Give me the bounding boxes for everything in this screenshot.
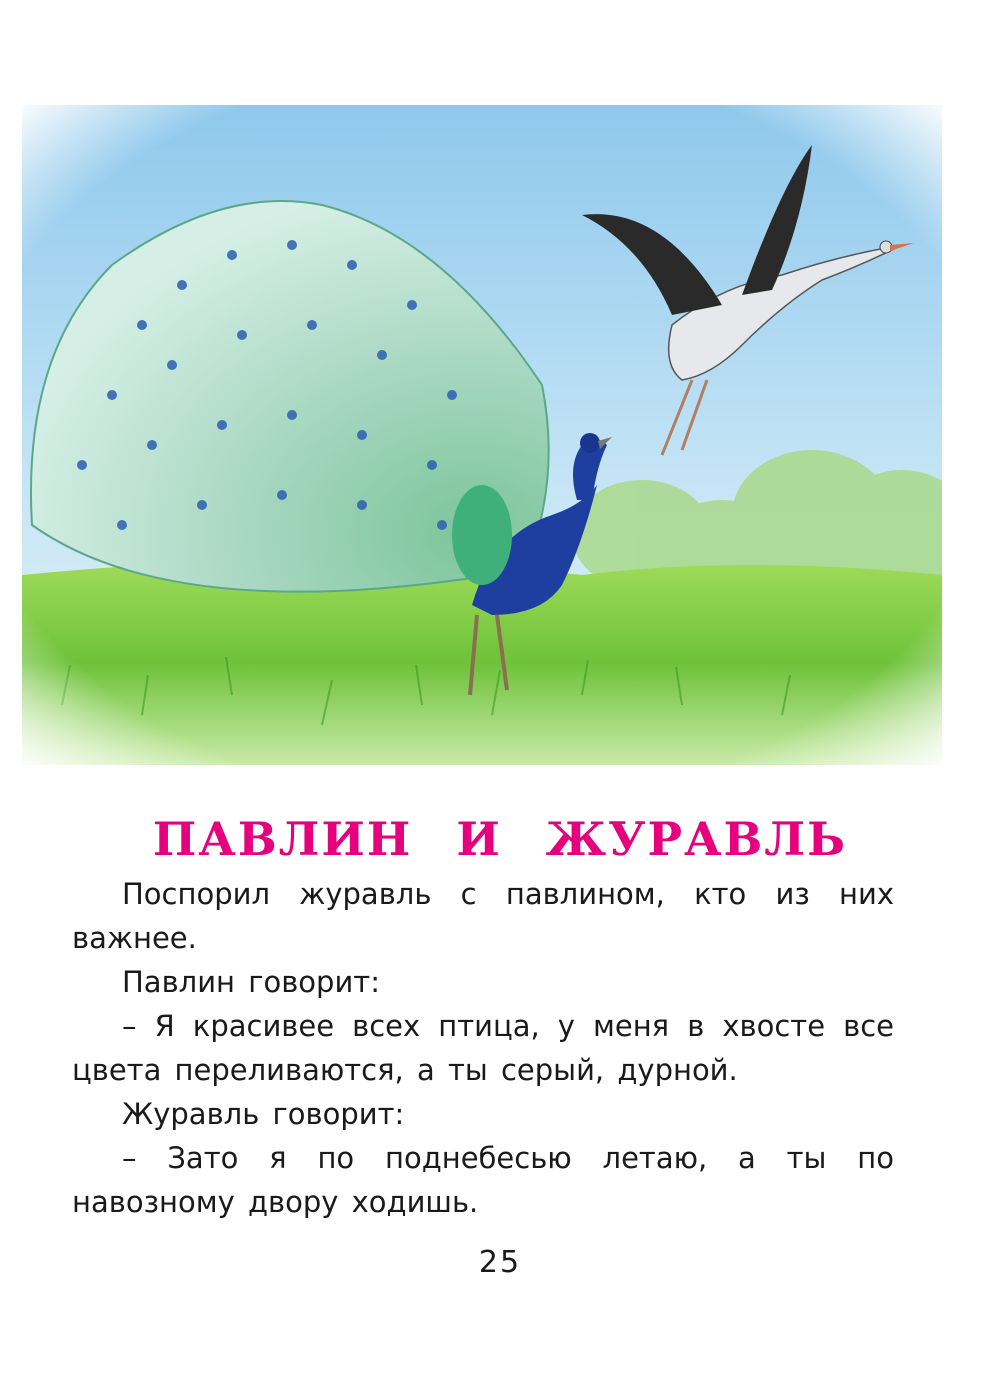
story-title: ПАВЛИН И ЖУРАВЛЬ xyxy=(152,812,848,866)
illustration-svg xyxy=(22,105,942,765)
paragraph-3: – Я красивее всех птица, у меня в хвосте все цвета переливаются, а ты серый, дурной. xyxy=(72,1009,894,1087)
page-number: 25 xyxy=(478,1245,522,1280)
paragraph-5: – Зато я по поднебесью летаю, а ты по навозному двору ходишь. xyxy=(72,1141,894,1219)
paragraph-1: Поспорил журавль с павлином, кто из них важнее. xyxy=(72,877,894,955)
paragraph-4: Журавль говорит: xyxy=(122,1097,405,1131)
paragraph-2: Павлин говорит: xyxy=(122,965,380,999)
story-text xyxy=(72,872,894,1224)
illustration-peacock-and-crane xyxy=(22,105,942,765)
